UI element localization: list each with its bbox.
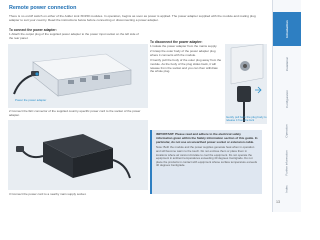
tab-introduction[interactable]: Introduction [273,12,301,46]
disconnect-callout: Gently pull back the plug body to release it from the lock [226,115,267,123]
disconnect-heading: To disconnect the power adapter: [150,40,203,44]
connect-callout: Power the power adapter [15,98,47,102]
tab-index[interactable]: Index [285,185,289,193]
disconnect-plug-diagram [225,44,267,124]
important-note-box [150,130,262,194]
tab-operation[interactable]: Operation [285,124,289,138]
page-number: 13 [276,200,280,204]
disconnect-step-1: 1 Isolate the power adapter from the mains supply. [150,44,218,48]
connect-step-1: 1 Attach the output plug of the supplied power adapter to the power input socket on the left side of the rear panel. [9,32,139,40]
connect-step-3: 3 Connect the power cord to a nearby main supply socket. [9,192,87,196]
disconnect-step-2: 2 Grasp the outer body of the power adapter plug where it connects with the module. [150,49,216,57]
connect-step-2: 2 Connect the IEC connector of the supplied country-specific power cord to the socket of the power adapter. [9,109,141,117]
page-title: Remote power connection [9,5,77,11]
tab-further-information[interactable]: Further information [285,150,289,176]
tab-installation[interactable]: Installation [285,56,289,72]
important-note-text: IMPORTANT: Please read and adhere to the electrical safety information given within the Safety information section of this guide. In particular, do not use an unearthed power socket or extension cable. [156,132,258,144]
heat-note-text: Note: Both the module and the power supplies generate heat when in operation and will become warm to the touch. Do not enclose them or place them in locations where air cannot circulate to cool the equipment. Do not operate the equipment in ambient temperatures exceeding 40 degrees Centigrade. Do not place the products in contact with equipment whose surface temperature exceeds 40 degrees Centigrade. [156,145,258,168]
intro-paragraph: There is no on/off switch on either of the Adder Link XD150 modules. In operation, begins as soon as power is applied. The power adapter supplied with the module and mating plug adapter to suit your country. Read the instructions below before connecting or disconnecting a power adapter. [9,14,256,22]
tab-configuration[interactable]: Configuration [284,90,289,108]
power-adapter-diagram [8,120,148,190]
connect-heading: To connect the power adapter: [9,28,57,32]
side-navigation [272,0,301,212]
disconnect-step-3: 3 Gently pull the body of the outer plug away from the module. As the body of the plug slides back, it will release from the socket and you can then withdraw the whole plug. [150,58,222,74]
